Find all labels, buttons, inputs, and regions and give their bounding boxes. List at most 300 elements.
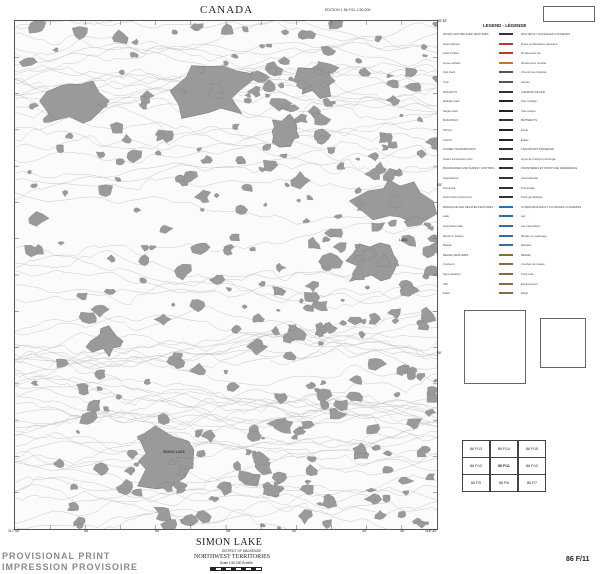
small-lake <box>200 208 204 211</box>
legend-symbol <box>499 225 513 227</box>
small-lake <box>263 144 271 150</box>
legend-label-en: Rapids <box>443 243 452 248</box>
legend-label-en: Provincial <box>443 185 456 190</box>
small-lake <box>333 243 346 253</box>
small-lake <box>308 237 320 249</box>
small-lake <box>317 330 324 337</box>
lon-label-1: 55' <box>84 529 89 533</box>
legend-label-en: Church <box>443 137 453 142</box>
legend-label-en: Dual highway <box>443 41 460 46</box>
small-lake <box>398 477 414 484</box>
legend-label-fr: Revêtement dur <box>521 51 541 56</box>
declination-diagram <box>540 318 586 368</box>
legend-symbol <box>499 273 513 275</box>
legend-label-en: Contours <box>443 262 455 267</box>
small-lake <box>116 394 122 399</box>
legend-label-fr: TRANSPORT D'ÉNERGIE <box>521 147 555 152</box>
small-lake <box>283 352 296 361</box>
small-lake <box>398 511 406 518</box>
legend-label-fr: Lac <box>521 214 526 219</box>
small-lake <box>356 59 362 64</box>
small-lake <box>107 255 115 263</box>
small-lake <box>418 117 424 123</box>
index-sheet-cell: 86 F/13 <box>462 440 490 458</box>
lon-label-right: 116°30' <box>425 529 437 533</box>
legend-row <box>443 195 593 199</box>
legend-symbol <box>499 244 513 246</box>
legend-label-en: School <box>443 128 452 132</box>
contour-line <box>15 454 437 485</box>
reference-box <box>543 6 595 22</box>
small-lake <box>405 68 417 77</box>
small-lake <box>279 154 287 158</box>
small-lake <box>387 74 394 78</box>
legend-label-en: International <box>443 176 459 180</box>
legend-symbol <box>499 52 513 54</box>
legend-label-en: Cart track <box>443 70 456 75</box>
small-lake <box>322 494 337 508</box>
legend-label-fr: Point géodésique <box>521 195 543 200</box>
small-lake <box>307 195 313 200</box>
small-lake <box>375 36 382 42</box>
small-lake <box>276 263 286 272</box>
small-lake <box>365 286 370 290</box>
legend-symbol <box>499 235 513 237</box>
small-lake <box>372 223 385 232</box>
small-lake <box>131 489 142 496</box>
lon-label-3: 45' <box>226 529 231 533</box>
small-lake <box>95 370 106 380</box>
small-lake <box>242 27 249 32</box>
small-lake <box>96 152 105 158</box>
legend-row <box>443 262 593 266</box>
legend-row <box>443 109 593 113</box>
legend-row <box>443 243 593 247</box>
small-lake <box>264 203 267 206</box>
small-lake <box>276 309 280 311</box>
small-lake <box>355 187 362 193</box>
small-lake <box>65 133 73 139</box>
legend-row <box>443 157 593 161</box>
small-lake <box>383 495 391 503</box>
small-lake <box>223 61 228 67</box>
legend-symbol <box>499 206 513 208</box>
legend-symbol <box>499 81 513 83</box>
legend-symbol <box>499 254 513 256</box>
small-lake <box>190 299 205 312</box>
small-lake <box>313 113 332 125</box>
small-lake <box>227 382 240 392</box>
small-lake <box>260 45 266 49</box>
legend-label-fr: Sentier <box>521 80 530 84</box>
small-lake <box>253 314 265 323</box>
small-lake <box>416 373 425 380</box>
sheet-id: 86 F/11 <box>566 556 590 563</box>
legend-label-en: RAILWAYS <box>443 89 457 94</box>
small-lake <box>31 381 38 386</box>
small-lake <box>58 242 65 246</box>
small-lake <box>287 115 292 119</box>
index-sheet-cell: 86 F/7 <box>518 474 546 492</box>
small-lake <box>134 462 140 467</box>
small-lake <box>246 449 252 455</box>
legend-label-en: Esker <box>443 291 451 296</box>
small-lake <box>356 158 360 161</box>
index-sheet-cell: 86 F/5 <box>462 474 490 492</box>
legend-symbol <box>499 263 513 265</box>
small-lake <box>263 160 278 172</box>
legend-row <box>443 166 593 170</box>
small-lake <box>247 431 261 441</box>
lon-label-left: 117°00' <box>8 529 20 533</box>
legend-symbol <box>499 167 513 169</box>
index-sheet-cell: 86 F/14 <box>490 440 518 458</box>
legend-label-en: Horizontal control point <box>443 195 472 200</box>
legend-label-en: Spot elevation <box>443 272 461 276</box>
small-lake <box>388 142 397 149</box>
legend-symbol <box>499 148 513 150</box>
small-lake <box>244 98 252 103</box>
legend-label-fr: ROUTES ET OUVRAGES CONNEXES <box>521 32 571 36</box>
adjoining-sheets-index <box>462 440 546 492</box>
legend-label-fr: BÂTIMENTS <box>521 118 538 123</box>
legend-row <box>443 118 593 122</box>
legend-symbol <box>499 71 513 73</box>
small-lake <box>209 275 225 285</box>
small-lake <box>242 305 247 309</box>
contour-line <box>15 118 437 173</box>
legend-label-en: Single track <box>443 108 458 113</box>
legend-label-en: RELIEF FEATURES <box>443 252 469 257</box>
legend-label-en: DRAINAGE AND RELATED FEATURES <box>443 204 494 209</box>
lat-label-top: 65°45' <box>437 19 448 23</box>
small-lake <box>57 145 64 153</box>
legend-label-fr: Escarpement <box>521 281 538 286</box>
edition-label: EDITION 1 86 F/11 1:50 000 <box>325 8 371 12</box>
provisional-watermark-fr: IMPRESSION PROVISOIRE <box>2 562 139 572</box>
small-lake <box>305 281 319 292</box>
small-lake <box>306 382 316 389</box>
small-lake <box>337 163 345 170</box>
contour-line <box>15 118 437 149</box>
small-lake <box>103 407 109 412</box>
location-diagram <box>464 310 526 384</box>
small-lake <box>140 96 150 104</box>
small-lake <box>400 114 403 117</box>
provisional-watermark-en: PROVISIONAL PRINT <box>2 551 111 561</box>
legend-label-en: Cliff <box>443 281 448 286</box>
small-lake <box>191 243 211 255</box>
small-lake <box>371 445 380 450</box>
small-lake <box>383 466 394 473</box>
small-lake <box>110 122 123 133</box>
small-lake <box>62 190 68 197</box>
small-lake <box>127 450 138 459</box>
index-sheet-cell: 86 F/10 <box>518 457 546 475</box>
small-lake <box>19 58 37 67</box>
legend-label-fr: Point coté <box>521 272 534 276</box>
small-lake <box>208 496 219 502</box>
legend-row <box>443 186 593 190</box>
small-lake <box>124 467 135 476</box>
legend-label-fr: HYDROGRAPHIE ET OUVRAGES CONNEXES <box>521 204 582 209</box>
legend-row <box>443 282 593 286</box>
small-lake <box>320 380 326 384</box>
small-lake <box>340 299 345 302</box>
index-sheet-cell: 86 F/11 <box>490 457 518 475</box>
legend-symbol <box>499 33 513 35</box>
legend-row <box>443 224 593 228</box>
small-lake <box>231 54 238 58</box>
small-lake <box>99 185 113 197</box>
map-frame[interactable] <box>14 20 438 530</box>
small-lake <box>28 21 46 33</box>
small-lake <box>189 363 206 375</box>
legend-row <box>443 70 593 74</box>
small-lake <box>77 383 89 395</box>
small-lake <box>214 193 219 198</box>
lake-label-east: LAKE <box>399 238 408 242</box>
legend-label-fr: Route à chaussées séparées <box>521 41 558 46</box>
legend-symbol <box>499 91 513 93</box>
legend-row <box>443 138 593 142</box>
small-lake <box>316 502 322 505</box>
small-lake <box>424 266 437 277</box>
small-lake <box>97 387 103 391</box>
small-lake <box>127 150 142 163</box>
lon-label-4: 40' <box>292 529 297 533</box>
small-lake <box>52 48 58 52</box>
legend-symbol <box>499 119 513 121</box>
legend-symbol <box>499 139 513 141</box>
small-lake <box>432 76 437 83</box>
small-lake <box>241 184 252 192</box>
small-lake <box>80 412 98 425</box>
small-lake <box>71 484 78 490</box>
legend-symbol <box>499 215 513 217</box>
small-lake <box>266 44 272 48</box>
legend-label-fr: FRONTIÈRES ET POINTS DE RÉFÉRENCE <box>521 166 578 171</box>
legend-label-en: Intermittent lake <box>443 224 463 228</box>
small-lake <box>382 145 389 151</box>
small-lake <box>397 366 408 376</box>
scale-bar <box>210 567 262 571</box>
small-lake <box>245 93 251 98</box>
small-lake <box>402 491 409 496</box>
small-lake <box>116 479 133 495</box>
legend-label-en: Power transmission line <box>443 156 473 161</box>
small-lake <box>323 236 331 242</box>
small-lake <box>233 461 240 471</box>
legend-label-fr: Rapides <box>521 243 532 248</box>
small-lake <box>357 208 361 210</box>
small-lake <box>134 208 141 213</box>
legend-symbol <box>499 196 513 198</box>
small-lake <box>368 358 387 370</box>
small-lake <box>139 103 147 109</box>
small-lake <box>300 485 314 495</box>
legend-row <box>443 291 593 295</box>
small-lake <box>394 392 400 397</box>
legend-row <box>443 128 593 132</box>
contour-line <box>15 122 437 154</box>
legend-label-fr: Esker <box>521 291 529 296</box>
small-lake <box>288 77 293 81</box>
small-lake <box>183 171 198 182</box>
small-lake <box>368 152 379 161</box>
small-lake <box>305 480 312 484</box>
small-lake <box>154 507 171 521</box>
legend-label-en: Hard surface <box>443 51 460 56</box>
lat-label-mid: 65° <box>437 183 443 187</box>
small-lake <box>190 24 203 31</box>
legend-label-en: BUILDINGS <box>443 118 459 123</box>
legend-label-fr: Internationale <box>521 176 538 180</box>
legend-row <box>443 90 593 94</box>
lon-label-2: 50' <box>155 529 160 533</box>
small-lake <box>196 450 205 457</box>
legend-row <box>443 61 593 65</box>
small-lake <box>291 171 311 189</box>
lake-label-simon: SIMON LAKE <box>163 450 185 454</box>
small-lake <box>172 30 178 35</box>
legend-label-fr: Courbes de niveau <box>521 262 545 267</box>
small-lake <box>297 199 301 202</box>
small-lake <box>141 245 149 251</box>
small-lake <box>422 54 427 57</box>
legend-row <box>443 176 593 180</box>
legend-row <box>443 42 593 46</box>
legend-symbol <box>499 110 513 112</box>
small-lake <box>171 303 175 307</box>
small-lake <box>271 326 280 335</box>
legend-row <box>443 214 593 218</box>
small-lake <box>149 246 156 251</box>
small-lake <box>104 289 116 295</box>
lake-shape <box>137 426 194 489</box>
scale-label: Scale 1:50 000 Échelle <box>220 561 253 565</box>
legend-label-fr: CHEMINS DE FER <box>521 89 545 94</box>
small-lake <box>223 248 232 256</box>
legend-label-fr: Voie multiple <box>521 99 537 104</box>
country-title: CANADA <box>200 4 254 16</box>
small-lake <box>272 287 286 296</box>
legend-symbol <box>499 158 513 160</box>
small-lake <box>367 424 381 434</box>
legend-row <box>443 147 593 151</box>
legend-symbol <box>499 100 513 102</box>
small-lake <box>224 370 228 374</box>
legend-label-en: BOUNDARIES AND SURVEY CONTROL <box>443 166 495 171</box>
small-lake <box>160 225 173 233</box>
small-lake <box>230 234 240 241</box>
small-lake <box>426 474 435 480</box>
small-lake <box>122 134 132 143</box>
legend-heading: LEGEND - LÉGENDE <box>483 23 527 28</box>
small-lake <box>236 205 248 214</box>
small-lake <box>130 52 138 57</box>
legend-label-fr: Voie unique <box>521 108 536 113</box>
small-lake <box>217 482 232 496</box>
small-lake <box>417 521 426 529</box>
small-lake <box>320 400 329 409</box>
district-label: DISTRICT OF MACKENZIE <box>222 549 262 553</box>
legend-row <box>443 253 593 257</box>
lakes <box>19 21 437 529</box>
contour-line <box>15 432 437 469</box>
small-lake <box>433 379 436 382</box>
small-lake <box>278 83 284 88</box>
small-lake <box>306 464 318 476</box>
small-lake <box>29 211 50 226</box>
small-lake <box>112 30 128 44</box>
legend-row <box>443 99 593 103</box>
small-lake <box>295 114 307 123</box>
small-lake <box>302 31 316 39</box>
small-lake <box>386 80 398 88</box>
index-sheet-cell: 86 F/15 <box>518 440 546 458</box>
small-lake <box>375 510 387 519</box>
small-lake <box>379 132 392 143</box>
small-lake <box>226 287 232 291</box>
legend-label-fr: Provinciale <box>521 185 535 190</box>
small-lake <box>258 281 265 286</box>
small-lake <box>281 30 289 35</box>
legend-symbol <box>499 43 513 45</box>
legend-symbol <box>499 187 513 189</box>
legend-symbol <box>499 177 513 179</box>
small-lake <box>236 156 246 164</box>
contour-line <box>15 373 437 417</box>
legend-symbol <box>499 129 513 131</box>
legend-label-en: Loose surface <box>443 60 461 65</box>
small-lake <box>30 184 37 188</box>
small-lake <box>392 319 399 324</box>
small-lake <box>155 151 161 156</box>
small-lake <box>139 255 149 266</box>
small-lake <box>201 155 213 163</box>
legend-row <box>443 272 593 276</box>
small-lake <box>369 313 381 325</box>
legend-symbol <box>499 283 513 285</box>
small-lake <box>144 379 150 385</box>
small-lake <box>174 264 191 280</box>
small-lake <box>285 183 290 187</box>
small-lake <box>291 435 297 440</box>
small-lake <box>318 342 323 346</box>
legend-label-en: Marsh or swamp <box>443 233 464 238</box>
legend-row <box>443 80 593 84</box>
small-lake <box>27 170 31 174</box>
small-lake <box>87 400 100 413</box>
small-lake <box>328 21 343 29</box>
small-lake <box>79 312 96 324</box>
legend-row <box>443 32 593 36</box>
small-lake <box>116 158 124 165</box>
small-lake <box>388 220 396 227</box>
legend-label-en: Lake <box>443 214 450 219</box>
legend-row <box>443 51 593 55</box>
legend-panel <box>443 20 597 300</box>
small-lake <box>405 83 421 91</box>
small-lake <box>119 70 125 75</box>
small-lake <box>395 168 402 176</box>
legend-row <box>443 205 593 209</box>
small-lake <box>359 331 365 339</box>
legend-label-en: ROADS AND RELATED FEATURES <box>443 32 489 36</box>
legend-label-fr: Chemin de charrette <box>521 70 547 75</box>
small-lake <box>132 39 138 45</box>
